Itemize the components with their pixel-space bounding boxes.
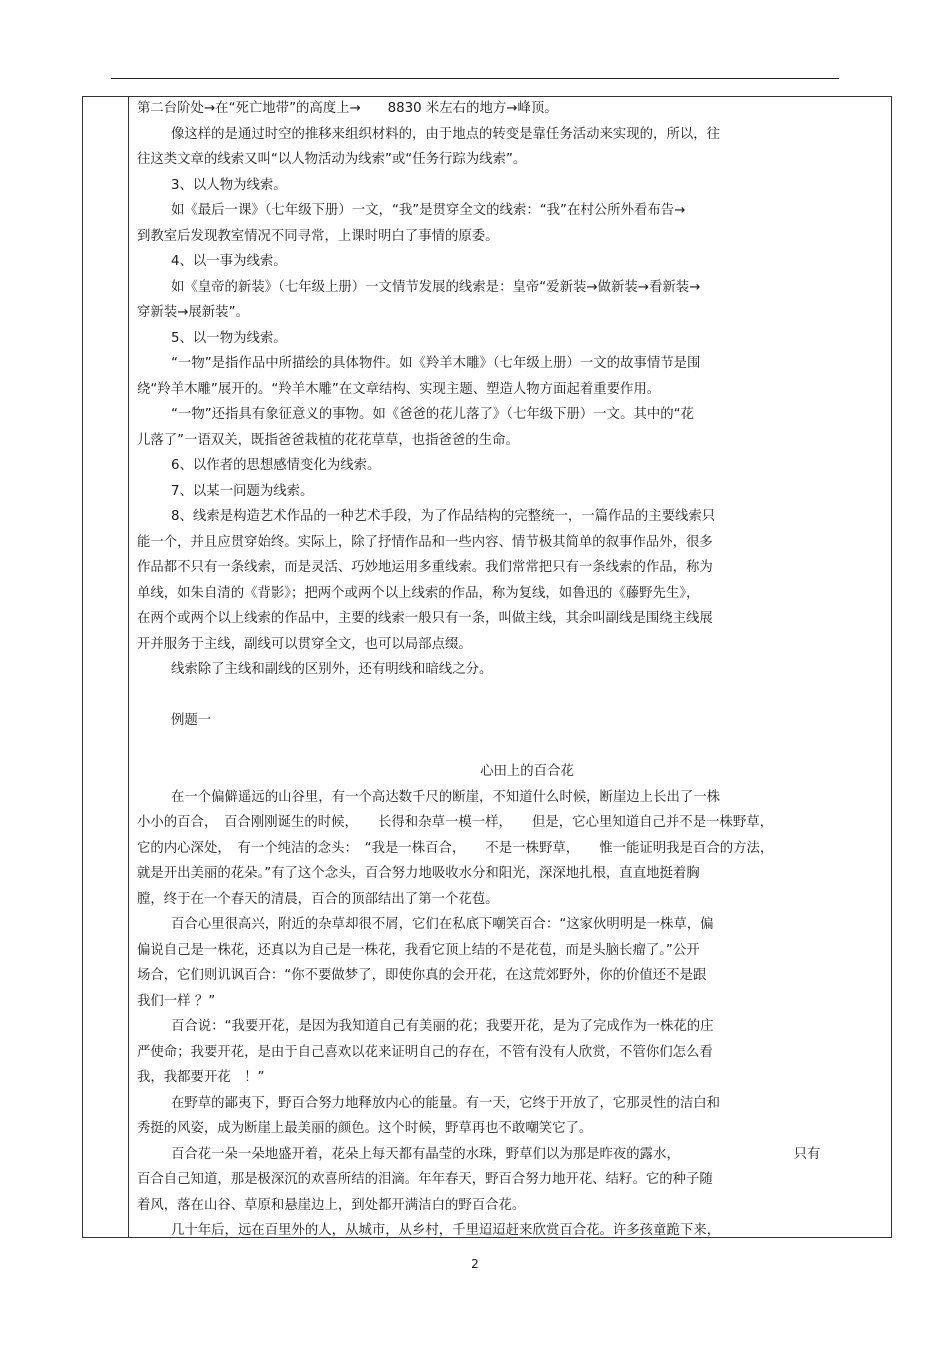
text-line: 我，我都要开花 ！” [137,1070,265,1085]
text-line: “一物”是指作品中所描绘的具体物件。如《羚羊木雕》（七年级上册）一文的故事情节是围 [171,356,701,371]
text-line: 开并服务于主线，副线可以贯穿全文，也可以局部点缀。 [137,636,472,652]
text-line: 在一个偏僻遥远的山谷里，有一个高达数千尺的断崖，不知道什么时候，断崖边上长出了一株 [171,789,721,805]
text-line: 到教室后发现教室情况不同寻常，上课时明白了事情的原委。 [137,228,499,244]
text-line: 百合说：“我要开花，是因为我知道自己有美丽的花；我要开花，是为了完成作为一株花的庄 [171,1019,714,1034]
text-line: 能一个，并且应贯穿始终。实际上，除了抒情作品和一些内容、情节极其简单的叙事作品外，很多 [137,534,713,550]
text-line: 作品都不只有一条线索，而是灵活、巧妙地运用多重线索。我们常常把只有一条线索的作品，称为 [137,560,713,575]
document-body [137,96,857,1238]
text-line: 秀挺的风姿，成为断崖上最美丽的颜色。这个时候，野草再也不敢嘲笑它了。 [137,1121,593,1136]
text-line: 它的内心深处， 有一个纯洁的念头： “我是一株百合， 不是一株野草， 惟一能证明我是百合的方法， [137,840,774,856]
text-line: 几十年后，远在百里外的人，从城市，从乡村，千里迢迢赶来欣赏百合花。许多孩童跪下来， [171,1223,721,1238]
blank-line [137,734,857,760]
section-heading: 4、以一事为线索。 [171,254,287,269]
column-divider [128,96,129,1238]
page-number: 2 [471,1257,479,1271]
text-line: 就是开出美丽的花朵。”有了这个念头，百合努力地吸收水分和阳光，深深地扎根，直直地挺着胸 [137,866,700,881]
article-title: 心田上的百合花 [480,764,574,779]
section-heading: 5、以一物为线索。 [171,330,287,346]
header-rule [111,78,839,79]
text-line: 像这样的是通过时空的推移来组织材料的，由于地点的转变是靠任务活动来实现的，所以，往 [171,126,721,142]
text-line: 8、线索是构造艺术作品的一种艺术手段，为了作品结构的完整统一，一篇作品的主要线索只 [171,509,716,524]
section-heading: 6、以作者的思想感情变化为线索。 [171,458,381,473]
section-heading: 7、以某一问题为线索。 [171,483,314,499]
text-line: 如《皇帝的新装》（七年级上册）一文情节发展的线索是：皇帝“爱新装→做新装→看新装→ [171,279,701,295]
text-line: 第二台阶处→在“死亡地带”的高度上→ 8830 米左右的地方→峰顶。 [137,101,558,116]
text-line: 穿新装→展新装”。 [137,305,249,320]
text-line: 线索除了主线和副线的区别外，还有明线和暗线之分。 [171,662,493,677]
text-line: 我们一样 ？” [137,993,216,1009]
text-line: 严使命；我要开花，是由于自己喜欢以花来证明自己的存在，不管有没有人欣赏，不管你们怎么看 [137,1044,713,1060]
text-line: 单线，如朱自清的《背影》；把两个或两个以上线索的作品，称为复线，如鲁迅的《藤野先生》， [137,585,700,601]
text-line: 百合自己知道，那是极深沉的欢喜所结的泪滴。年年春天，野百合努力地开花、结籽。它的种子随 [137,1172,713,1187]
text-line: 小小的百合， 百合刚刚诞生的时候， 长得和杂草一模一样， 但是，它心里知道自己并不是一株野草， [137,815,774,830]
section-heading: 3、以人物为线索。 [171,177,287,193]
text-line: 在野草的鄙夷下，野百合努力地释放内心的能量。有一天，它终于开放了，它那灵性的洁白和 [171,1095,721,1111]
text-line: 百合心里很高兴，附近的杂草却很不屑，它们在私底下嘲笑百合：“这家伙明明是一株草，偏 [171,917,714,932]
text-line: 着风，落在山谷、草原和悬崖边上，到处都开满洁白的野百合花。 [137,1197,526,1213]
example-label: 例题一 [171,713,212,728]
text-line: 膛，终于在一个春天的清晨，百合的顶部结出了第一个花苞。 [137,891,499,907]
text-line: 场合，它们则讥讽百合：“你不要做梦了，即使你真的会开花，在这荒郊野外，你的价值还不是跟 [137,968,707,983]
text-line: 绕“羚羊木雕”展开的。“羚羊木雕”在文章结构、实现主题、塑造人物方面起着重要作用。 [137,381,661,397]
text-line: 百合花一朵一朵地盛开着，花朵上每天都有晶莹的水珠，野草们以为那是昨夜的露水， 只有 [171,1146,821,1162]
text-line: 如《最后一课》（七年级下册）一文，“我”是贯穿全文的线索：“我”在村公所外看布告→ [171,203,686,218]
text-line: 在两个或两个以上线索的作品中，主要的线索一般只有一条，叫做主线，其余叫副线是围绕主线展 [137,611,713,626]
text-line: 儿落了”一语双关，既指爸爸栽植的花花草草，也指爸爸的生命。 [137,432,519,448]
blank-line [137,683,857,709]
text-line: “一物”还指具有象征意义的事物。如《爸爸的花儿落了》（七年级下册）一文。其中的“花 [171,407,694,422]
text-line: 偏说自己是一株花，还真以为自己是一株花，我看它顶上结的不是花苞，而是头脑长瘤了。”公开 [137,942,700,958]
text-line: 往这类文章的线索又叫“以人物活动为线索”或“任务行踪为线索”。 [137,152,527,167]
